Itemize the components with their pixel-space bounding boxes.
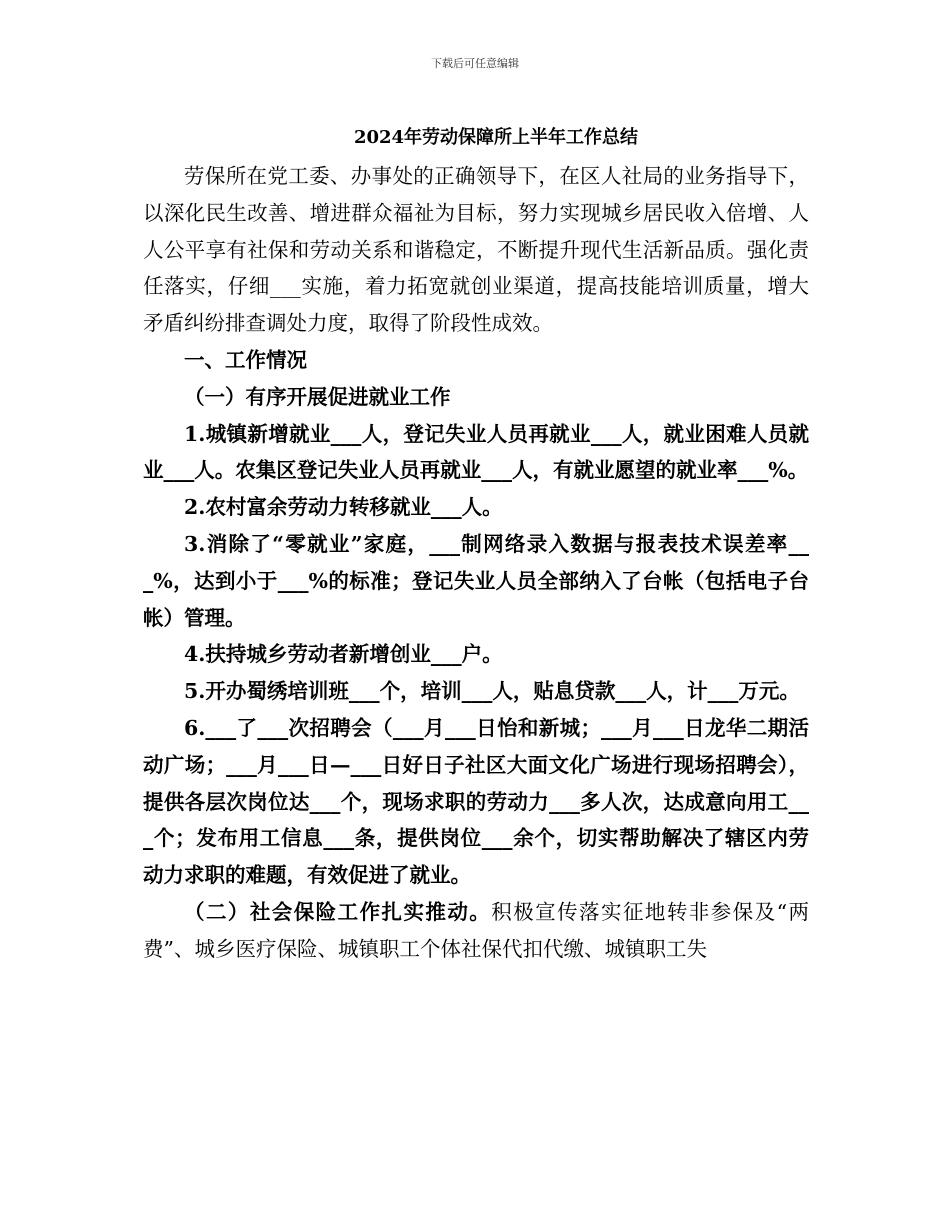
subsection-heading: （一）有序开展促进就业工作 (184, 384, 451, 409)
document-body (143, 118, 809, 968)
item-paragraph-4: 4.扶持城乡劳动者新增创业___户。 (184, 642, 503, 667)
document-title: 2024年劳动保障所上半年工作总结 (353, 127, 639, 148)
item-paragraph-1: 1.城镇新增就业___人，登记失业人员再就业___人，就业困难人员就业___人。农集区登记失业人员再就业___人，有就业愿望的就业率___%。 (143, 421, 809, 483)
header-note: 下载后可任意编辑 (431, 57, 519, 70)
intro-paragraph: 劳保所在党工委、办事处的正确领导下，在区人社局的业务指导下，以深化民生改善、增进群众福祉为目标，努力实现城乡居民收入倍增、人人公平享有社保和劳动关系和谐稳定，不断提升现代生活新品质。强化责任落实，仔细___实施，着力拓宽就创业渠道，提高技能培训质量，增大矛盾纠纷排查调处力度，取得了阶段性成效。 (143, 164, 809, 336)
item-paragraph-3: 3.消除了“零就业”家庭，___制网络录入数据与报表技术误差率___%，达到小于___%的标准；登记失业人员全部纳入了台帐（包括电子台帐）管理。 (143, 531, 809, 630)
social-insurance-text: 积极宣传落实征地转非参保及“两费”、城乡医疗保险、城镇职工个体社保代扣代缴、城镇职工失 (143, 899, 810, 961)
item-paragraph-5: 5.开办蜀绣培训班___个，培训___人，贴息贷款___人，计___万元。 (184, 679, 800, 704)
item-paragraph-2: 2.农村富余劳动力转移就业___人。 (184, 495, 503, 520)
social-insurance-lead: （二）社会保险工作扎实推动。 (184, 899, 492, 924)
item-paragraph-6: 6.___了___次招聘会（___月___日怡和新城；___月___日龙华二期活动广场；___月___日—___日好日子社区大面文化广场进行现场招聘会），提供各层次岗位达___个，现场求职的劳动力___多人次，达成意向用工___个；发布用工信息___条，提供岗位___余个，切实帮助解决了辖区内劳动力求职的难题，有效促进了就业。 (143, 715, 809, 888)
social-insurance-paragraph (143, 894, 809, 968)
section-heading: 一、工作情况 (184, 347, 307, 372)
